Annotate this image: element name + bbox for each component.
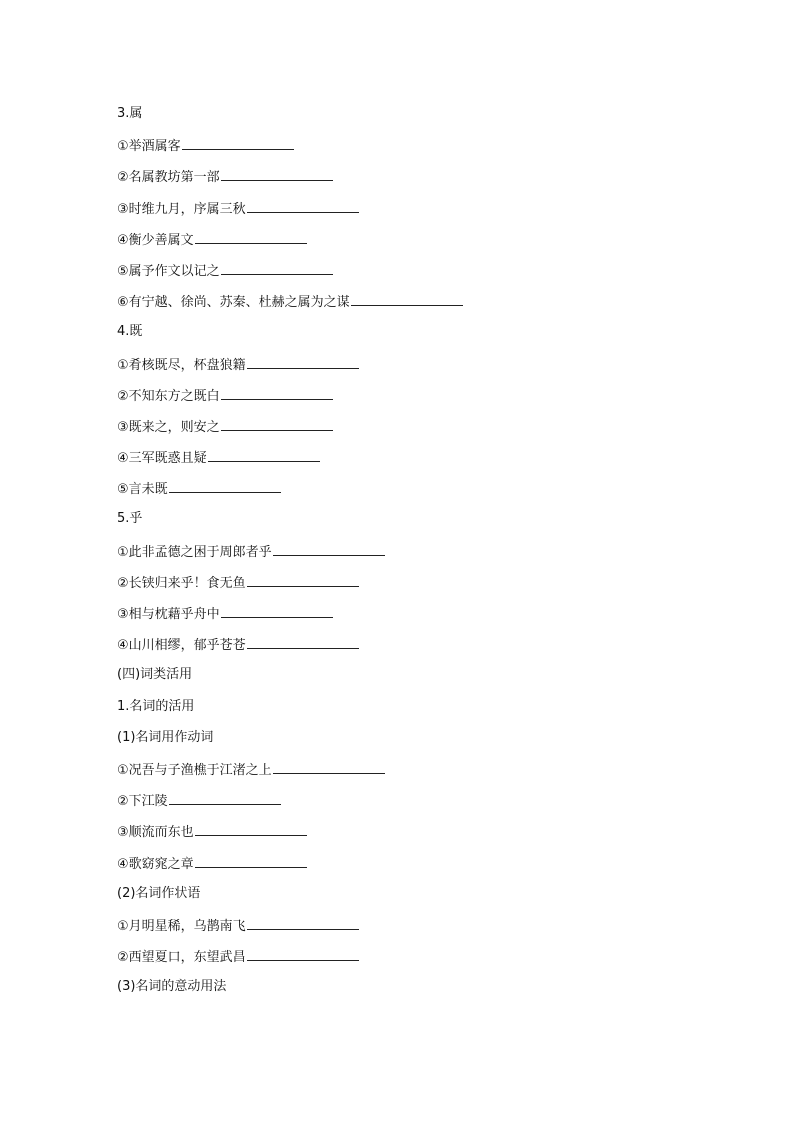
answer-blank[interactable]	[195, 821, 307, 836]
heading-text: 5.乎	[117, 511, 143, 527]
exercise-text: ②下江陵	[117, 794, 168, 810]
exercise-item	[117, 166, 737, 197]
exercise-text: ③顺流而东也	[117, 825, 194, 841]
section-heading	[117, 104, 737, 135]
heading-text: 3.属	[117, 106, 143, 121]
answer-blank[interactable]	[247, 198, 359, 213]
section-heading	[117, 697, 737, 728]
exercise-text: ④衡少善属文	[117, 232, 194, 248]
answer-blank[interactable]	[169, 478, 281, 493]
answer-blank[interactable]	[169, 790, 281, 805]
exercise-text: ④歌窈窕之章	[117, 856, 194, 872]
exercise-text: ③相与枕藉乎舟中	[117, 607, 220, 622]
answer-blank[interactable]	[208, 447, 320, 462]
exercise-text: ⑥有宁越、徐尚、苏秦、杜赫之属为之谋	[117, 295, 350, 311]
exercise-item	[117, 572, 737, 603]
section-heading	[117, 728, 737, 759]
exercise-text: ③既来之，则安之	[117, 419, 220, 435]
answer-blank[interactable]	[195, 853, 307, 868]
exercise-item	[117, 229, 737, 260]
exercise-item	[117, 759, 737, 790]
section-heading	[117, 884, 737, 915]
heading-text: 1.名词的活用	[117, 698, 195, 714]
exercise-item	[117, 416, 737, 447]
exercise-item	[117, 291, 737, 322]
exercise-text: ⑤言未既	[117, 482, 168, 498]
heading-text: (2)名词作状语	[117, 885, 201, 901]
exercise-item	[117, 853, 737, 884]
answer-blank[interactable]	[247, 946, 359, 961]
exercise-text: ①举酒属客	[117, 139, 181, 155]
exercise-text: ⑤属予作文以记之	[117, 263, 220, 279]
exercise-text: ②西望夏口，东望武昌	[117, 950, 246, 966]
section-heading	[117, 322, 737, 353]
exercise-text: ③时维九月，序属三秋	[117, 201, 246, 217]
answer-blank[interactable]	[247, 354, 359, 369]
section-heading	[117, 509, 737, 540]
answer-blank[interactable]	[221, 385, 333, 400]
exercise-text: ②名属教坊第一部	[117, 170, 220, 186]
exercise-text: ①月明星稀，乌鹊南飞	[117, 918, 246, 934]
exercise-item	[117, 946, 737, 977]
answer-blank[interactable]	[221, 166, 333, 181]
answer-blank[interactable]	[182, 135, 294, 150]
section-heading	[117, 665, 737, 696]
exercise-item	[117, 198, 737, 229]
exercise-text: ②不知东方之既白	[117, 388, 220, 404]
answer-blank[interactable]	[247, 915, 359, 930]
exercise-text: ①况吾与子渔樵于江渚之上	[117, 762, 272, 778]
exercise-item	[117, 915, 737, 946]
exercise-text: ④三军既惑且疑	[117, 451, 207, 467]
exercise-item	[117, 603, 737, 634]
exercise-text: ④山川相缪，郁乎苍苍	[117, 638, 246, 654]
heading-text: (1)名词用作动词	[117, 729, 214, 745]
exercise-text: ①肴核既尽，杯盘狼籍	[117, 357, 246, 373]
answer-blank[interactable]	[351, 291, 463, 306]
exercise-item	[117, 447, 737, 478]
answer-blank[interactable]	[273, 759, 385, 774]
exercise-item	[117, 821, 737, 852]
worksheet-page	[117, 104, 737, 1008]
exercise-item	[117, 478, 737, 509]
exercise-item	[117, 790, 737, 821]
answer-blank[interactable]	[221, 603, 333, 618]
exercise-item	[117, 354, 737, 385]
exercise-item	[117, 260, 737, 291]
exercise-item	[117, 385, 737, 416]
answer-blank[interactable]	[195, 229, 307, 244]
heading-text: (四)词类活用	[117, 667, 193, 683]
answer-blank[interactable]	[247, 572, 359, 587]
answer-blank[interactable]	[273, 541, 385, 556]
exercise-text: ②长铗归来乎！食无鱼	[117, 575, 246, 591]
section-heading	[117, 977, 737, 1008]
answer-blank[interactable]	[221, 416, 333, 431]
heading-text: 4.既	[117, 324, 143, 340]
answer-blank[interactable]	[221, 260, 333, 275]
heading-text: (3)名词的意动用法	[117, 979, 227, 995]
answer-blank[interactable]	[247, 634, 359, 649]
exercise-text: ①此非孟德之困于周郎者乎	[117, 544, 272, 560]
exercise-item	[117, 541, 737, 572]
exercise-item	[117, 634, 737, 665]
exercise-item	[117, 135, 737, 166]
